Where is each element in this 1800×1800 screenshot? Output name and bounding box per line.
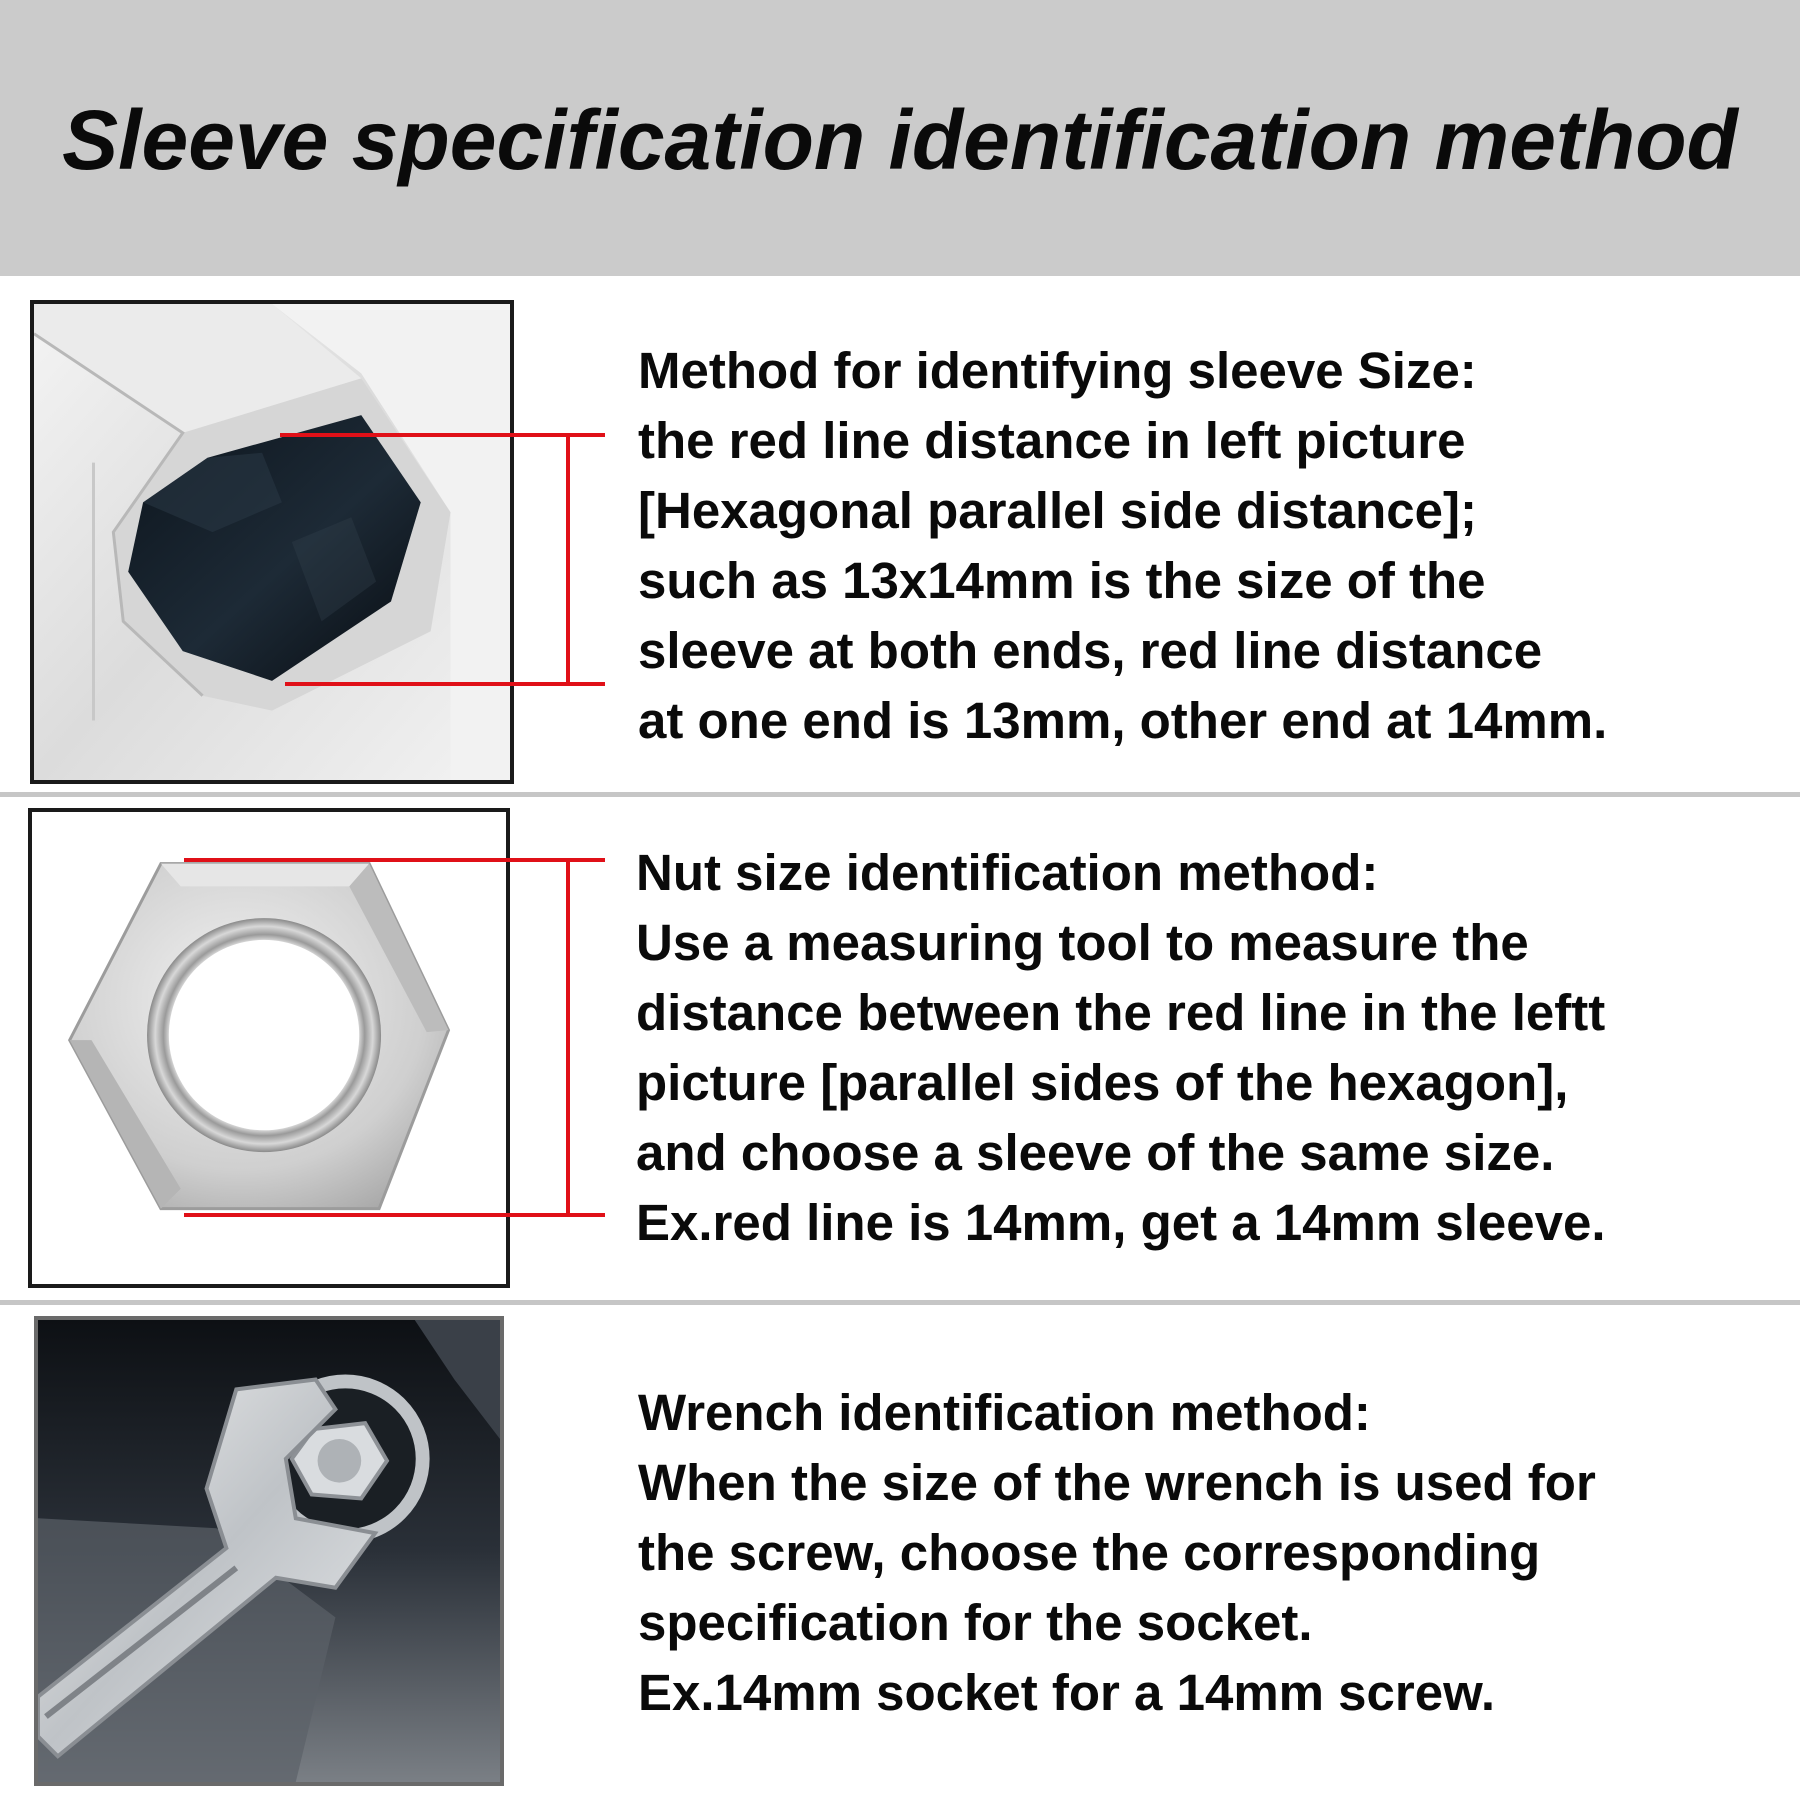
- text-line: Use a measuring tool to measure the: [636, 914, 1529, 971]
- text-line: picture [parallel sides of the hexagon],: [636, 1054, 1569, 1111]
- header-banner: [0, 0, 1800, 276]
- hexagon-socket-icon: [30, 300, 514, 784]
- text-line: such as 13x14mm is the size of the: [638, 552, 1486, 609]
- text-line: the red line distance in left picture: [638, 412, 1466, 469]
- text-line: the screw, choose the corresponding: [638, 1524, 1541, 1581]
- panel-text-nut: [636, 838, 1786, 1258]
- text-line: Ex.14mm socket for a 14mm screw.: [638, 1664, 1496, 1721]
- text-line: distance between the red line in the leftt: [636, 984, 1606, 1041]
- text-line: [Hexagonal parallel side distance];: [638, 482, 1477, 539]
- text-line: Method for identifying sleeve Size:: [638, 342, 1477, 399]
- wrench-on-bolt-icon: [34, 1316, 504, 1786]
- text-line: Wrench identification method:: [638, 1384, 1371, 1441]
- text-line: sleeve at both ends, red line distance: [638, 622, 1543, 679]
- hex-nut-icon: [28, 808, 510, 1288]
- panel-text-wrench: [638, 1378, 1788, 1728]
- text-line: When the size of the wrench is used for: [638, 1454, 1596, 1511]
- text-line: Ex.red line is 14mm, get a 14mm sleeve.: [636, 1194, 1606, 1251]
- section-divider: [0, 1300, 1800, 1305]
- panel-text-sleeve: [638, 336, 1788, 756]
- section-divider: [0, 792, 1800, 797]
- text-line: specification for the socket.: [638, 1594, 1313, 1651]
- page-title: Sleeve specification identification method: [62, 93, 1738, 187]
- text-line: at one end is 13mm, other end at 14mm.: [638, 692, 1608, 749]
- text-line: Nut size identification method:: [636, 844, 1379, 901]
- text-line: and choose a sleeve of the same size.: [636, 1124, 1555, 1181]
